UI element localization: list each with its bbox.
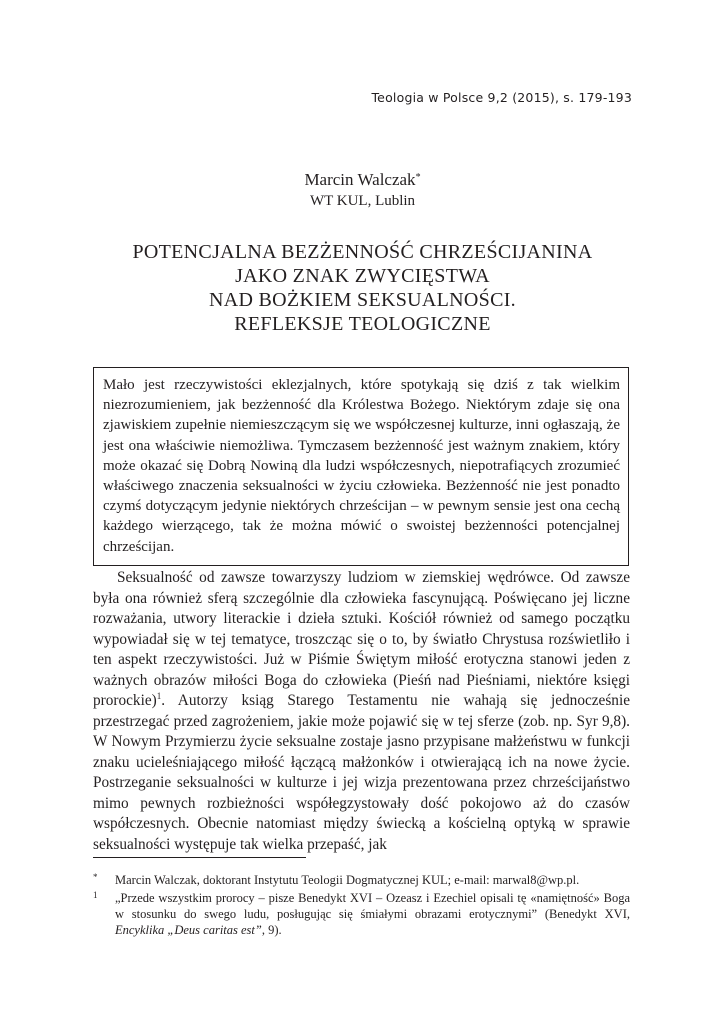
title-line-2: JAKO ZNAK ZWYCIĘSTWA bbox=[235, 265, 490, 287]
footnote-author bbox=[93, 872, 630, 888]
footnote-mark: 1 bbox=[93, 890, 98, 900]
author-affiliation: WT KUL, Lublin bbox=[309, 193, 416, 209]
footnote-divider bbox=[93, 857, 306, 858]
abstract-box: Mało jest rzeczywistości eklezjalnych, które spotykają się dziś z tak wielkim niezrozumieniem, jak bezżenność dla Królestwa Bożego. Niektórym zdaje się ona zjawiskiem zupełnie niemieszczącym się we współczesnej kulturze, inni ogłaszają, że jest ona właściwie niemożliwa. Tymczasem bezżenność jest ważnym znakiem, który może okazać się Dobrą Nowiną dla ludzi współczesnych, niepotrafiących zrozumieć właściwego znaczenia seksualności w życiu człowieka. Bezżenność nie jest ponadto czymś dotyczącym jedynie niektórych chrześcijan – w pewnym sensie jest ona cechą każdego wierzącego, tak że można mówić o swoistej bezżenności potencjalnej chrześcijan. bbox=[93, 367, 629, 566]
title-line-4: REFLEKSJE TEOLOGICZNE bbox=[234, 313, 491, 335]
footnote-text: Marcin Walczak, doktorant Instytutu Teologii Dogmatycznej KUL; e-mail: marwal8@wp.pl. bbox=[115, 873, 580, 887]
title-line-3: NAD BOŻKIEM SEKSUALNOŚCI. bbox=[209, 289, 516, 311]
footnote-text-part-1: „Przede wszystkim prorocy – pisze Benedykt XVI – Ozeasz i Ezechiel opisali tę «namiętność» Boga w stosunku do swego ludu, posługując się śmiałymi obrazami erotycznymi” (Benedykt XVI, bbox=[115, 891, 630, 921]
title-line-1: POTENCJALNA BEZŻENNOŚĆ CHRZEŚCIJANINA bbox=[132, 241, 593, 263]
footnote-citation-title: Encyklika „Deus caritas est” bbox=[115, 923, 262, 937]
body-text-part-2: . Autorzy ksiąg Starego Testamentu nie wahają się jednocześnie przestrzegać przed zagrożeniem, jakie może pojawić się w tej sferze (zob. np. Syr 9,8). W Nowym Przymierzu życie seksualne zostaje jasno przypisane małżeństwu w funkcji znaku ucieleśniającego miłość łączącą małżonków i otwierającą ich na nowe życie. Postrzeganie seksualności w kulturze i jej wizja prezentowana przez chrześcijaństwo mimo pewnych rozbieżności współegzystowały dość pokojowo aż do czasów współczesnych. Obecnie natomiast między świecką a kościelną optyką w sprawie seksualności występuje tak wielka przepaść, jak bbox=[93, 692, 630, 853]
journal-reference: Teologia w Polsce 9,2 (2015), s. 179-193 bbox=[371, 90, 632, 105]
author-name-line bbox=[0, 170, 725, 190]
author-footnote-marker: * bbox=[415, 172, 421, 183]
author-name: Marcin Walczak bbox=[304, 170, 416, 189]
body-paragraph bbox=[93, 568, 630, 855]
footnotes bbox=[93, 872, 630, 938]
body-text-part-1: Seksualność od zawsze towarzyszy ludziom w ziemskiej wędrówce. Od zawsze była ona również sferą szczególnie dla człowieka fascynującą. Poświęcano jej liczne rozważania, utwory literackie i dzieła sztuki. Kościół również od samego początku wypowiadał się w tej tematyce, troszcząc się o to, by światło Chrystusa rozświetliło i ten aspekt rzeczywistości. Już w Piśmie Świętym miłość erotyczna stanowi jeden z ważnych obrazów miłości Boga do człowieka (Pieśń nad Pieśniami, niektóre księgi prorockie) bbox=[93, 569, 630, 709]
article-title bbox=[0, 240, 725, 336]
footnote-ref-1[interactable]: 1 bbox=[156, 690, 162, 701]
footnote-1 bbox=[93, 890, 630, 938]
footnote-text-part-2: , 9). bbox=[261, 923, 282, 937]
footnote-mark: * bbox=[93, 872, 98, 882]
author-block bbox=[0, 170, 725, 211]
footnote-text bbox=[115, 891, 630, 937]
